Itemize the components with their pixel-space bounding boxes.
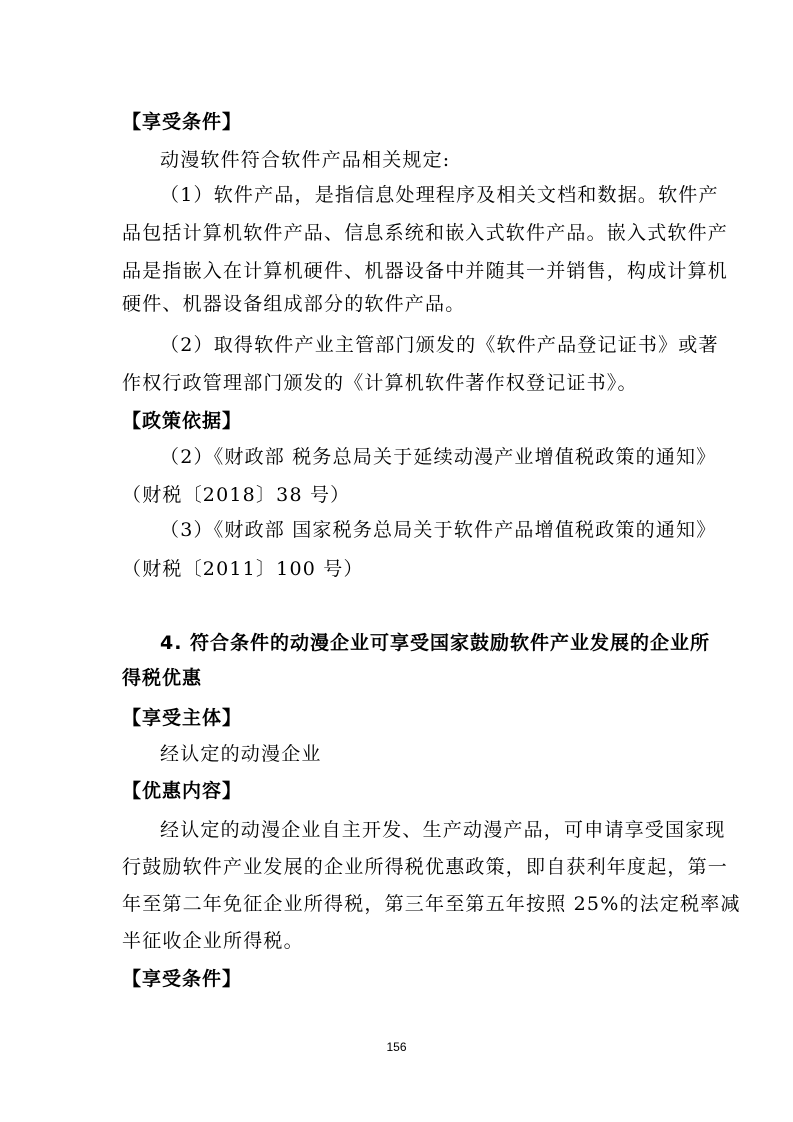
- paragraph-line: 作权行政管理部门颁发的《计算机软件著作权登记证书》。: [122, 372, 638, 394]
- paragraph-line: 品是指嵌入在计算机硬件、机器设备中并随其一并销售，构成计算机: [122, 260, 729, 282]
- reference-line: （财税〔2011〕100 号）: [122, 558, 364, 580]
- page-number: 156: [386, 1040, 407, 1054]
- reference-line: （财税〔2018〕38 号）: [122, 484, 351, 506]
- heading-conditions: 【享受条件】: [122, 111, 243, 133]
- heading-subject: 【享受主体】: [122, 707, 243, 729]
- paragraph-line: 动漫软件符合软件产品相关规定:: [160, 149, 451, 171]
- paragraph-line: 行鼓励软件产业发展的企业所得税优惠政策，即自获利年度起，第一: [122, 856, 729, 878]
- paragraph-line: （2）取得软件产业主管部门颁发的《软件产品登记证书》或著: [160, 334, 719, 356]
- paragraph-line: 经认定的动漫企业: [160, 743, 322, 765]
- paragraph-line: 品包括计算机软件产品、信息系统和嵌入式软件产品。嵌入式软件产: [122, 222, 729, 244]
- paragraph-line: 经认定的动漫企业自主开发、生产动漫产品，可申请享受国家现: [160, 819, 726, 841]
- section-title: 4. 符合条件的动漫企业可享受国家鼓励软件产业发展的企业所: [160, 632, 711, 654]
- reference-line: （2）《财政部 税务总局关于延续动漫产业增值税政策的通知》: [160, 446, 717, 468]
- paragraph-line: 半征收企业所得税。: [122, 930, 304, 952]
- heading-content: 【优惠内容】: [122, 780, 243, 802]
- paragraph-line: （1）软件产品，是指信息处理程序及相关文档和数据。软件产: [160, 184, 719, 206]
- section-title: 得税优惠: [122, 667, 203, 689]
- heading-policy-basis: 【政策依据】: [122, 410, 243, 432]
- reference-line: （3）《财政部 国家税务总局关于软件产品增值税政策的通知》: [160, 519, 717, 541]
- heading-conditions: 【享受条件】: [122, 968, 243, 990]
- paragraph-line: 硬件、机器设备组成部分的软件产品。: [122, 293, 466, 315]
- paragraph-line: 年至第二年免征企业所得税，第三年至第五年按照 25%的法定税率减: [122, 893, 741, 915]
